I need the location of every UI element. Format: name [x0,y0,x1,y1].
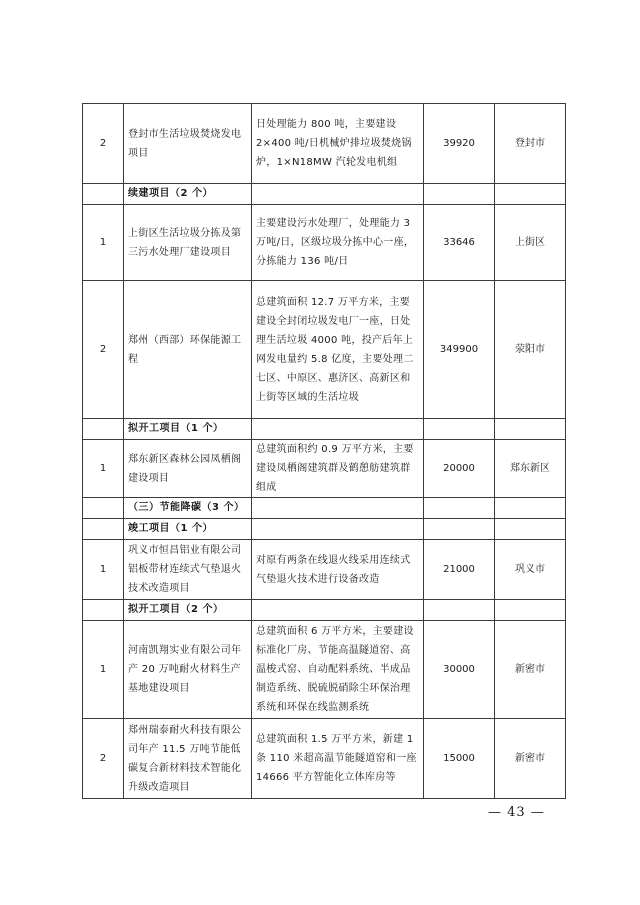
row-index: 2 [83,104,124,184]
project-investment: 33646 [424,205,495,281]
project-location: 登封市 [495,104,566,184]
category-label: 拟开工项目（1 个） [124,419,252,440]
project-description: 总建筑面积约 0.9 万平方米，主要建设凤栖阁建筑群及鹤憩舫建筑群组成 [252,440,424,498]
category-label: 续建项目（2 个） [124,184,252,205]
table-row [83,440,566,498]
table-row [83,205,566,281]
table-row [83,281,566,419]
row-index: 1 [83,440,124,498]
project-table [82,103,566,799]
category-header-row [83,419,566,440]
category-label: （三）节能降碳（3 个） [124,498,252,519]
project-investment: 20000 [424,440,495,498]
project-location: 新密市 [495,719,566,799]
project-location: 郑东新区 [495,440,566,498]
row-index: 1 [83,205,124,281]
project-investment: 30000 [424,621,495,719]
project-investment: 15000 [424,719,495,799]
project-name: 郑州瑞泰耐火科技有限公司年产 11.5 万吨节能低碳复合新材料技术智能化升级改造项目 [124,719,252,799]
project-location: 新密市 [495,621,566,719]
row-index: 1 [83,621,124,719]
project-description: 主要建设污水处理厂，处理能力 3 万吨/日，区级垃圾分拣中心一座，分拣能力 136 吨/日 [252,205,424,281]
category-header-row [83,498,566,519]
project-name: 河南凯翔实业有限公司年产 20 万吨耐火材料生产基地建设项目 [124,621,252,719]
category-header-row [83,600,566,621]
category-header-row [83,184,566,205]
project-location: 上街区 [495,205,566,281]
project-description: 总建筑面积 1.5 万平方米，新建 1 条 110 米超高温节能隧道窑和一座 14666 平方智能化立体库房等 [252,719,424,799]
table-row [83,719,566,799]
project-location: 荥阳市 [495,281,566,419]
row-index: 1 [83,540,124,600]
project-name: 登封市生活垃圾焚烧发电项目 [124,104,252,184]
project-name: 上街区生活垃圾分拣及第三污水处理厂建设项目 [124,205,252,281]
project-investment: 349900 [424,281,495,419]
project-name: 郑东新区森林公园凤栖阁建设项目 [124,440,252,498]
project-location: 巩义市 [495,540,566,600]
table-row [83,104,566,184]
row-index: 2 [83,281,124,419]
category-label: 竣工项目（1 个） [124,519,252,540]
project-investment: 39920 [424,104,495,184]
project-description: 对原有两条在线退火线采用连续式气垫退火技术进行设备改造 [252,540,424,600]
project-name: 巩义市恒昌铝业有限公司铝板带材连续式气垫退火技术改造项目 [124,540,252,600]
table-row [83,621,566,719]
row-index: 2 [83,719,124,799]
project-description: 总建筑面积 6 万平方米，主要建设标准化厂房、节能高温隧道窑、高温梭式窑、自动配料系统、半成品制造系统、脱硫脱硝除尘环保治理系统和环保在线监测系统 [252,621,424,719]
project-investment: 21000 [424,540,495,600]
category-header-row [83,519,566,540]
category-label: 拟开工项目（2 个） [124,600,252,621]
project-name: 郑州（西部）环保能源工程 [124,281,252,419]
page-number: — 43 — [488,805,545,820]
project-description: 总建筑面积 12.7 万平方米，主要建设全封闭垃圾发电厂一座，日处理生活垃圾 4000 吨，投产后年上网发电量约 5.8 亿度，主要处理二七区、中原区、惠济区、高新区和上街等区域的生活垃圾 [252,281,424,419]
table-row [83,540,566,600]
project-description: 日处理能力 800 吨，主要建设 2×400 吨/日机械炉排垃圾焚烧锅炉，1×N18MW 汽轮发电机组 [252,104,424,184]
